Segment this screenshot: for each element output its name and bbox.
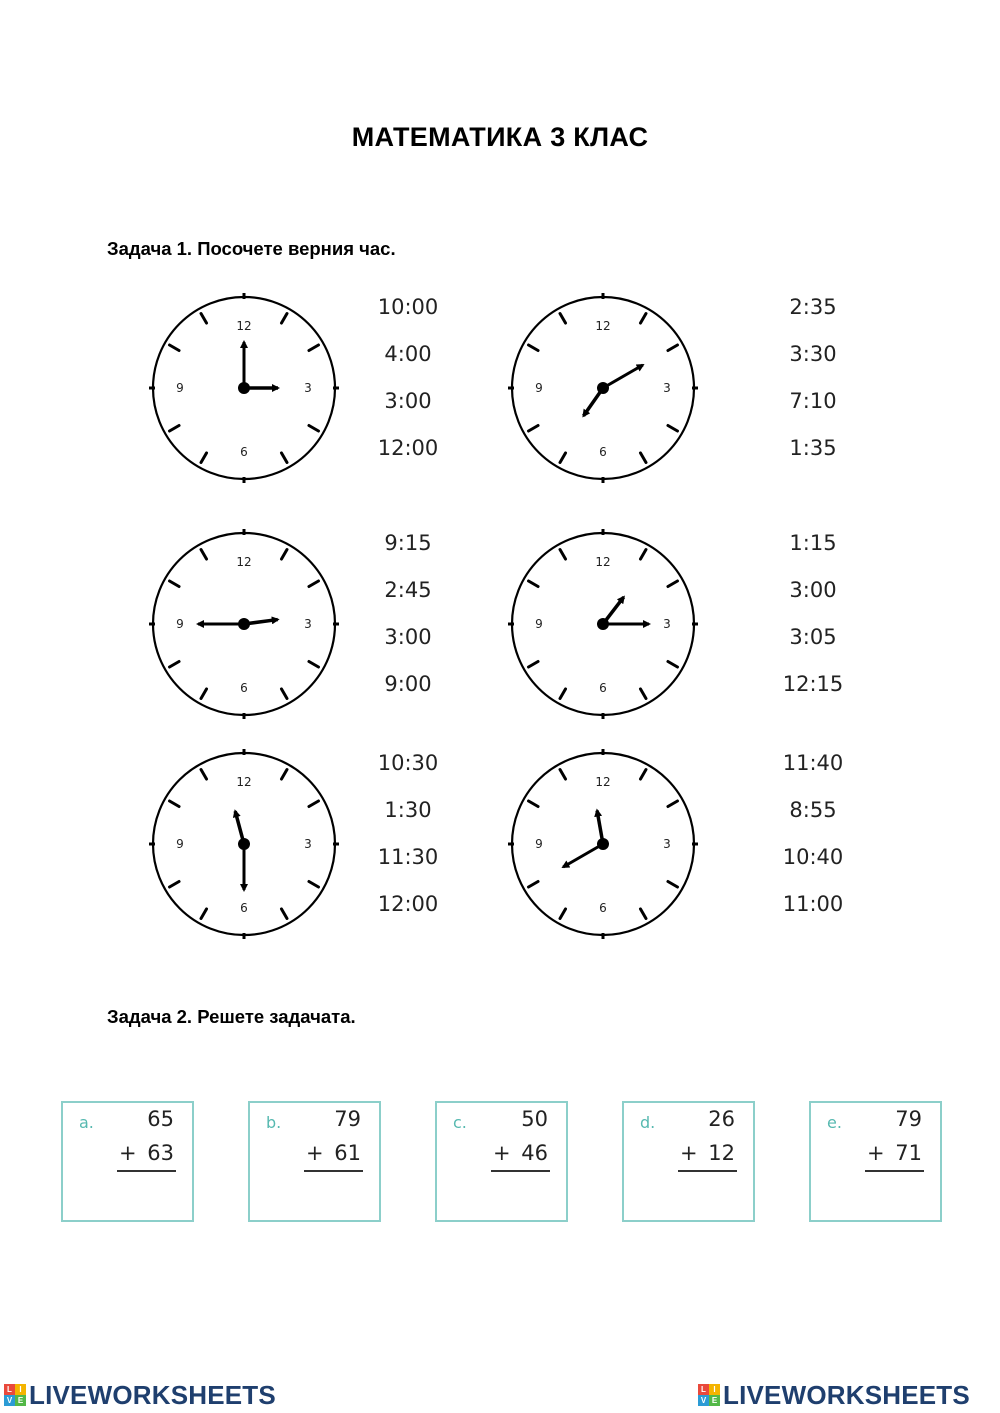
clock-number: 6 bbox=[240, 445, 248, 459]
clock-5 bbox=[149, 749, 339, 939]
time-option[interactable]: 11:30 bbox=[377, 845, 439, 869]
time-option[interactable]: 12:00 bbox=[377, 892, 439, 916]
clock-face bbox=[508, 749, 698, 939]
sum-line bbox=[865, 1170, 924, 1172]
clock-number: 12 bbox=[236, 775, 252, 789]
time-option[interactable]: 3:00 bbox=[789, 578, 837, 602]
clock-1-options bbox=[358, 284, 458, 472]
clock-hub bbox=[597, 618, 609, 630]
clock-number: 12 bbox=[236, 319, 252, 333]
addition-box-a bbox=[61, 1101, 194, 1222]
addend-1: 79 bbox=[334, 1107, 361, 1131]
clock-hub bbox=[597, 382, 609, 394]
clock-face bbox=[508, 529, 698, 719]
addition-box-e bbox=[809, 1101, 942, 1222]
clock-number: 9 bbox=[176, 617, 184, 631]
time-option[interactable]: 1:15 bbox=[789, 531, 837, 555]
clock-number: 9 bbox=[176, 837, 184, 851]
task1-heading: Задача 1. Посочете верния час. bbox=[107, 238, 396, 259]
clock-number: 9 bbox=[535, 617, 543, 631]
time-option[interactable]: 9:15 bbox=[384, 531, 432, 555]
clock-face bbox=[149, 749, 339, 939]
addend-1: 26 bbox=[708, 1107, 735, 1131]
plus-sign: + bbox=[306, 1141, 324, 1165]
liveworksheets-logo bbox=[698, 1379, 970, 1411]
clock-number: 6 bbox=[599, 445, 607, 459]
clock-number: 9 bbox=[535, 381, 543, 395]
sum-line bbox=[117, 1170, 176, 1172]
time-option[interactable]: 11:40 bbox=[782, 751, 844, 775]
problem-letter: e. bbox=[827, 1113, 842, 1132]
clock-face bbox=[149, 529, 339, 719]
addend-1: 79 bbox=[895, 1107, 922, 1131]
sum-line bbox=[491, 1170, 550, 1172]
plus-sign: + bbox=[493, 1141, 511, 1165]
clock-hub bbox=[238, 382, 250, 394]
time-option[interactable]: 11:00 bbox=[782, 892, 844, 916]
clock-number: 12 bbox=[236, 555, 252, 569]
time-option[interactable]: 10:30 bbox=[377, 751, 439, 775]
time-option[interactable]: 3:30 bbox=[789, 342, 837, 366]
addition-box-d bbox=[622, 1101, 755, 1222]
time-option[interactable]: 2:35 bbox=[789, 295, 837, 319]
clock-number: 3 bbox=[304, 617, 312, 631]
time-option[interactable]: 10:00 bbox=[377, 295, 439, 319]
clock-6 bbox=[508, 749, 698, 939]
answer-input[interactable] bbox=[300, 1177, 367, 1209]
time-option[interactable]: 1:35 bbox=[789, 436, 837, 460]
problem-letter: d. bbox=[640, 1113, 656, 1132]
clock-number: 6 bbox=[240, 901, 248, 915]
clock-face bbox=[508, 293, 698, 483]
time-option[interactable]: 3:05 bbox=[789, 625, 837, 649]
plus-sign: + bbox=[119, 1141, 137, 1165]
clock-3-options bbox=[358, 520, 458, 708]
clock-number: 3 bbox=[663, 837, 671, 851]
time-option[interactable]: 4:00 bbox=[384, 342, 432, 366]
clock-number: 12 bbox=[595, 555, 611, 569]
time-option[interactable]: 12:15 bbox=[782, 672, 844, 696]
clock-number: 3 bbox=[663, 617, 671, 631]
answer-input[interactable] bbox=[674, 1177, 741, 1209]
clock-hub bbox=[238, 618, 250, 630]
clock-number: 3 bbox=[663, 381, 671, 395]
logo-mark-icon: L I V E bbox=[4, 1384, 26, 1406]
addition-box-c bbox=[435, 1101, 568, 1222]
plus-sign: + bbox=[680, 1141, 698, 1165]
problem-letter: c. bbox=[453, 1113, 467, 1132]
clock-number: 6 bbox=[599, 901, 607, 915]
clock-number: 9 bbox=[176, 381, 184, 395]
time-option[interactable]: 7:10 bbox=[789, 389, 837, 413]
clock-number: 6 bbox=[599, 681, 607, 695]
clock-4-options bbox=[763, 520, 863, 708]
task2-heading: Задача 2. Решете задачата. bbox=[107, 1006, 356, 1027]
clock-number: 12 bbox=[595, 319, 611, 333]
time-option[interactable]: 12:00 bbox=[377, 436, 439, 460]
clock-4 bbox=[508, 529, 698, 719]
time-option[interactable]: 8:55 bbox=[789, 798, 837, 822]
answer-input[interactable] bbox=[113, 1177, 180, 1209]
clock-hub bbox=[597, 838, 609, 850]
time-option[interactable]: 1:30 bbox=[384, 798, 432, 822]
clock-1 bbox=[149, 293, 339, 483]
problem-letter: b. bbox=[266, 1113, 282, 1132]
time-option[interactable]: 9:00 bbox=[384, 672, 432, 696]
clock-2-options bbox=[763, 284, 863, 472]
addend-2: 46 bbox=[521, 1141, 548, 1165]
addition-box-b bbox=[248, 1101, 381, 1222]
addend-2: 63 bbox=[147, 1141, 174, 1165]
answer-input[interactable] bbox=[487, 1177, 554, 1209]
plus-sign: + bbox=[867, 1141, 885, 1165]
liveworksheets-logo bbox=[4, 1379, 276, 1411]
logo-mark-icon: L I V E bbox=[698, 1384, 720, 1406]
addend-2: 71 bbox=[895, 1141, 922, 1165]
page-title: МАТЕМАТИКА 3 КЛАС bbox=[351, 122, 649, 152]
clock-number: 3 bbox=[304, 381, 312, 395]
clock-number: 6 bbox=[240, 681, 248, 695]
sum-line bbox=[678, 1170, 737, 1172]
clock-hub bbox=[238, 838, 250, 850]
problem-letter: a. bbox=[79, 1113, 94, 1132]
clock-number: 3 bbox=[304, 837, 312, 851]
sum-line bbox=[304, 1170, 363, 1172]
addend-2: 12 bbox=[708, 1141, 735, 1165]
addend-1: 50 bbox=[521, 1107, 548, 1131]
clock-3 bbox=[149, 529, 339, 719]
time-option[interactable]: 2:45 bbox=[384, 578, 432, 602]
time-option[interactable]: 3:00 bbox=[384, 625, 432, 649]
addend-2: 61 bbox=[334, 1141, 361, 1165]
clock-6-options bbox=[763, 740, 863, 928]
logo-text: LIVEWORKSHEETS bbox=[29, 1379, 276, 1410]
addend-1: 65 bbox=[147, 1107, 174, 1131]
answer-input[interactable] bbox=[861, 1177, 928, 1209]
clock-number: 9 bbox=[535, 837, 543, 851]
time-option[interactable]: 3:00 bbox=[384, 389, 432, 413]
logo-text: LIVEWORKSHEETS bbox=[723, 1379, 970, 1410]
clock-face bbox=[149, 293, 339, 483]
clock-5-options bbox=[358, 740, 458, 928]
clock-number: 12 bbox=[595, 775, 611, 789]
clock-2 bbox=[508, 293, 698, 483]
time-option[interactable]: 10:40 bbox=[782, 845, 844, 869]
